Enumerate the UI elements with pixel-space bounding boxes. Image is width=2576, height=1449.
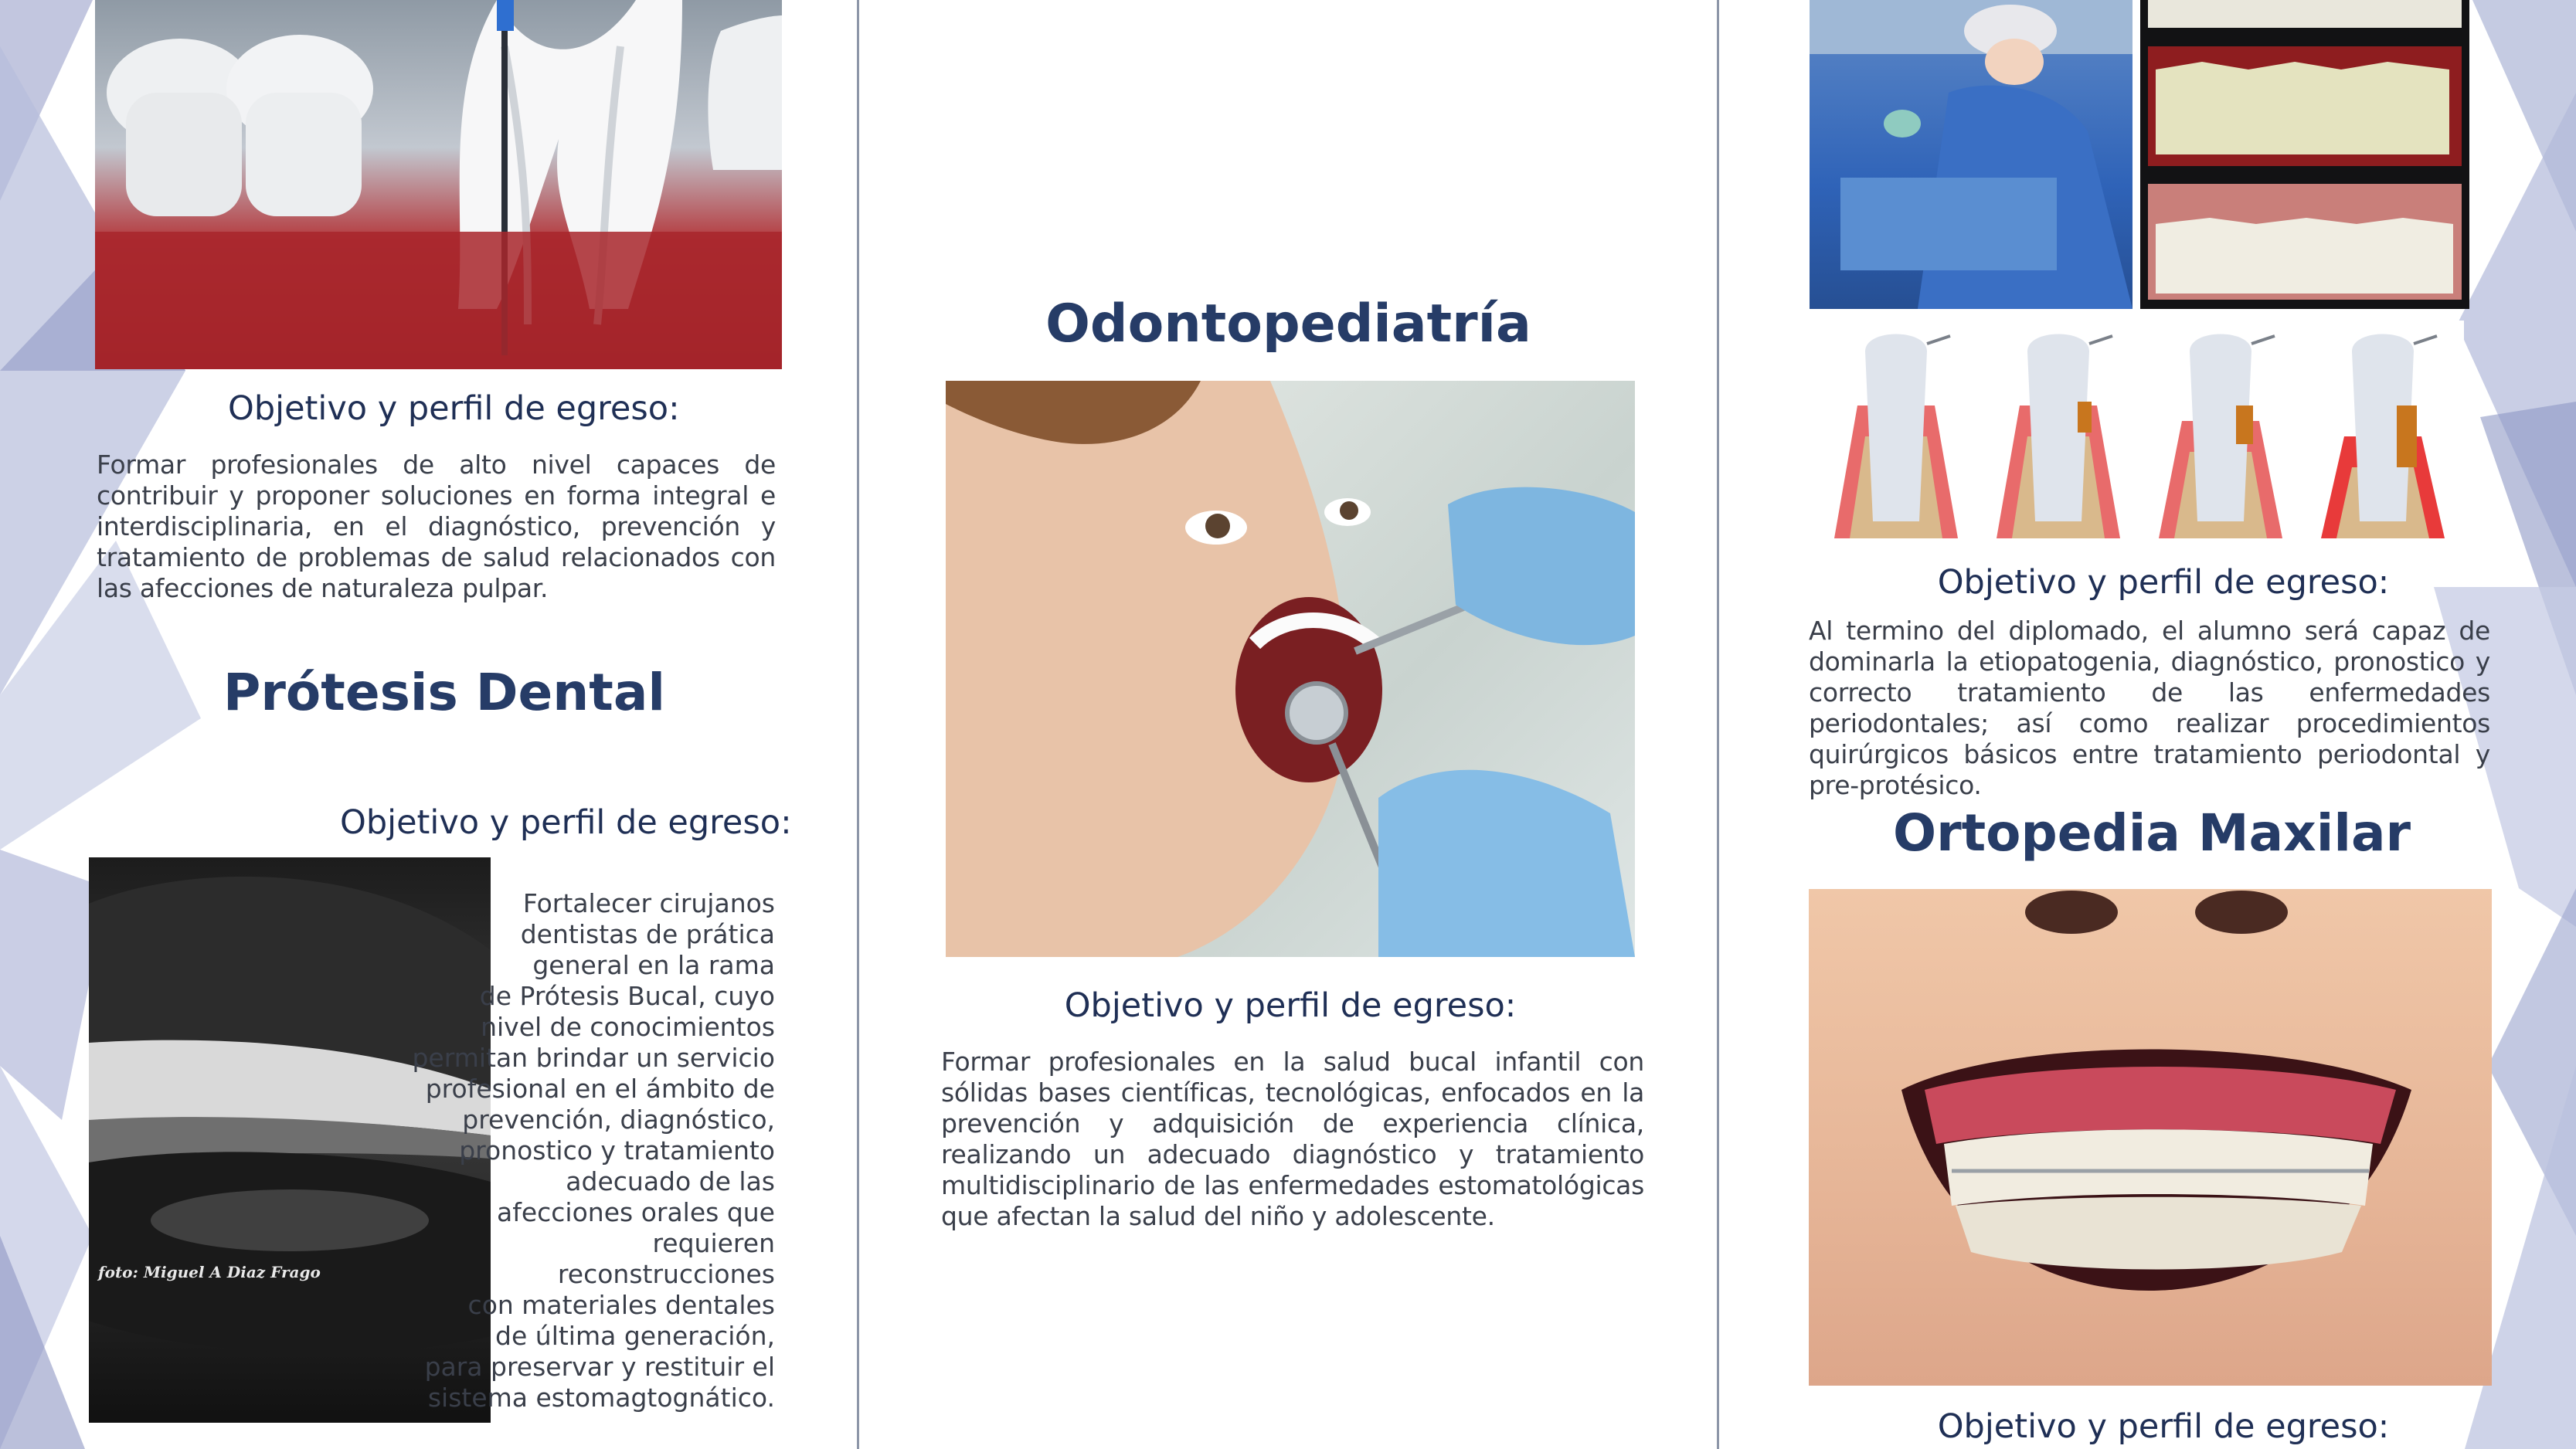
protesis-text-line: requieren xyxy=(652,1228,775,1258)
endodoncia-objetivo-text: Formar profesionales de alto nivel capaces de contribuir y proponer soluciones en forma integral e interdisciplinaria, en el diagnóstico, prevención y tratamiento de problemas de salud relacionados con las afecciones de naturaleza pulpar. xyxy=(97,450,776,603)
odontopediatria-objetivo-text: Formar profesionales en la salud bucal infantil con sólidas bases científicas, tecnológicas, enfocados en la prevención y adquisición de experiencia clínica, realizando un adecuado diagnóstico y tratamiento multidisciplinario de las enfermedades estomatológicas que afectan la salud del niño y adolescente. xyxy=(941,1047,1644,1231)
photo-credit: foto: Miguel A Diaz Frago xyxy=(98,1263,321,1281)
protesis-text-line: reconstrucciones xyxy=(557,1259,775,1289)
protesis-text-line: Fortalecer cirujanos xyxy=(522,888,775,918)
protesis-text-line: prevención, diagnóstico, xyxy=(462,1105,775,1135)
protesis-text-line: de Prótesis Bucal, cuyo xyxy=(479,981,775,1011)
panel-divider-left xyxy=(857,0,859,1449)
ortopedia-objetivo-subtitle: Objetivo y perfil de egreso: xyxy=(1937,1407,2390,1446)
odontopediatria-objetivo-subtitle: Objetivo y perfil de egreso: xyxy=(1064,986,1517,1025)
protesis-text-line: adecuado de las xyxy=(566,1166,775,1196)
endodoncia-objetivo-subtitle: Objetivo y perfil de egreso: xyxy=(228,389,680,428)
panel-divider-right xyxy=(1717,0,1719,1449)
root-canal-illustration xyxy=(95,0,782,369)
protesis-text-line: de última generación, xyxy=(495,1321,775,1351)
protesis-objetivo-subtitle: Objetivo y perfil de egreso: xyxy=(340,803,792,842)
protesis-text-line: nivel de conocimientos xyxy=(481,1012,775,1042)
ortopedia-maxilar-title: Ortopedia Maxilar xyxy=(1892,803,2411,863)
periodontal-disease-stages-illustration xyxy=(1811,321,2464,538)
gum-treatment-before-after-photo xyxy=(2140,0,2469,309)
protesis-text-line: profesional en el ámbito de xyxy=(425,1074,775,1104)
odontopediatria-title: Odontopediatría xyxy=(1045,294,1531,355)
protesis-text-line: pronostico y tratamiento xyxy=(459,1135,775,1166)
protesis-text-line: para preservar y restituir el xyxy=(424,1352,775,1382)
child-dental-exam-photo xyxy=(946,381,1635,957)
protesis-text-line: con materiales dentales xyxy=(467,1290,775,1320)
child-braces-smile-photo xyxy=(1809,889,2492,1386)
periodoncia-objetivo-text: Al termino del diplomado, el alumno será capaz de dominarla la etiopatogenia, diagnóstico, pronostico y correcto tratamiento de las enfermedades periodontales; así como realizar procedimientos quirúrgicos básicos entre tratamiento periodontal y pre-protésico. xyxy=(1809,616,2490,800)
protesis-text-line: permitan brindar un servicio xyxy=(412,1043,775,1073)
protesis-text-line: sistema estomagtognático. xyxy=(427,1383,775,1413)
periodontal-surgery-photo xyxy=(1810,0,2133,309)
protesis-text-line: dentistas de prática xyxy=(520,919,775,949)
protesis-dental-title: Prótesis Dental xyxy=(223,663,665,722)
protesis-objetivo-text xyxy=(402,888,775,1413)
periodoncia-objetivo-subtitle: Objetivo y perfil de egreso: xyxy=(1937,563,2390,602)
protesis-text-line: afecciones orales que xyxy=(497,1197,775,1227)
protesis-text-line: general en la rama xyxy=(532,950,775,980)
